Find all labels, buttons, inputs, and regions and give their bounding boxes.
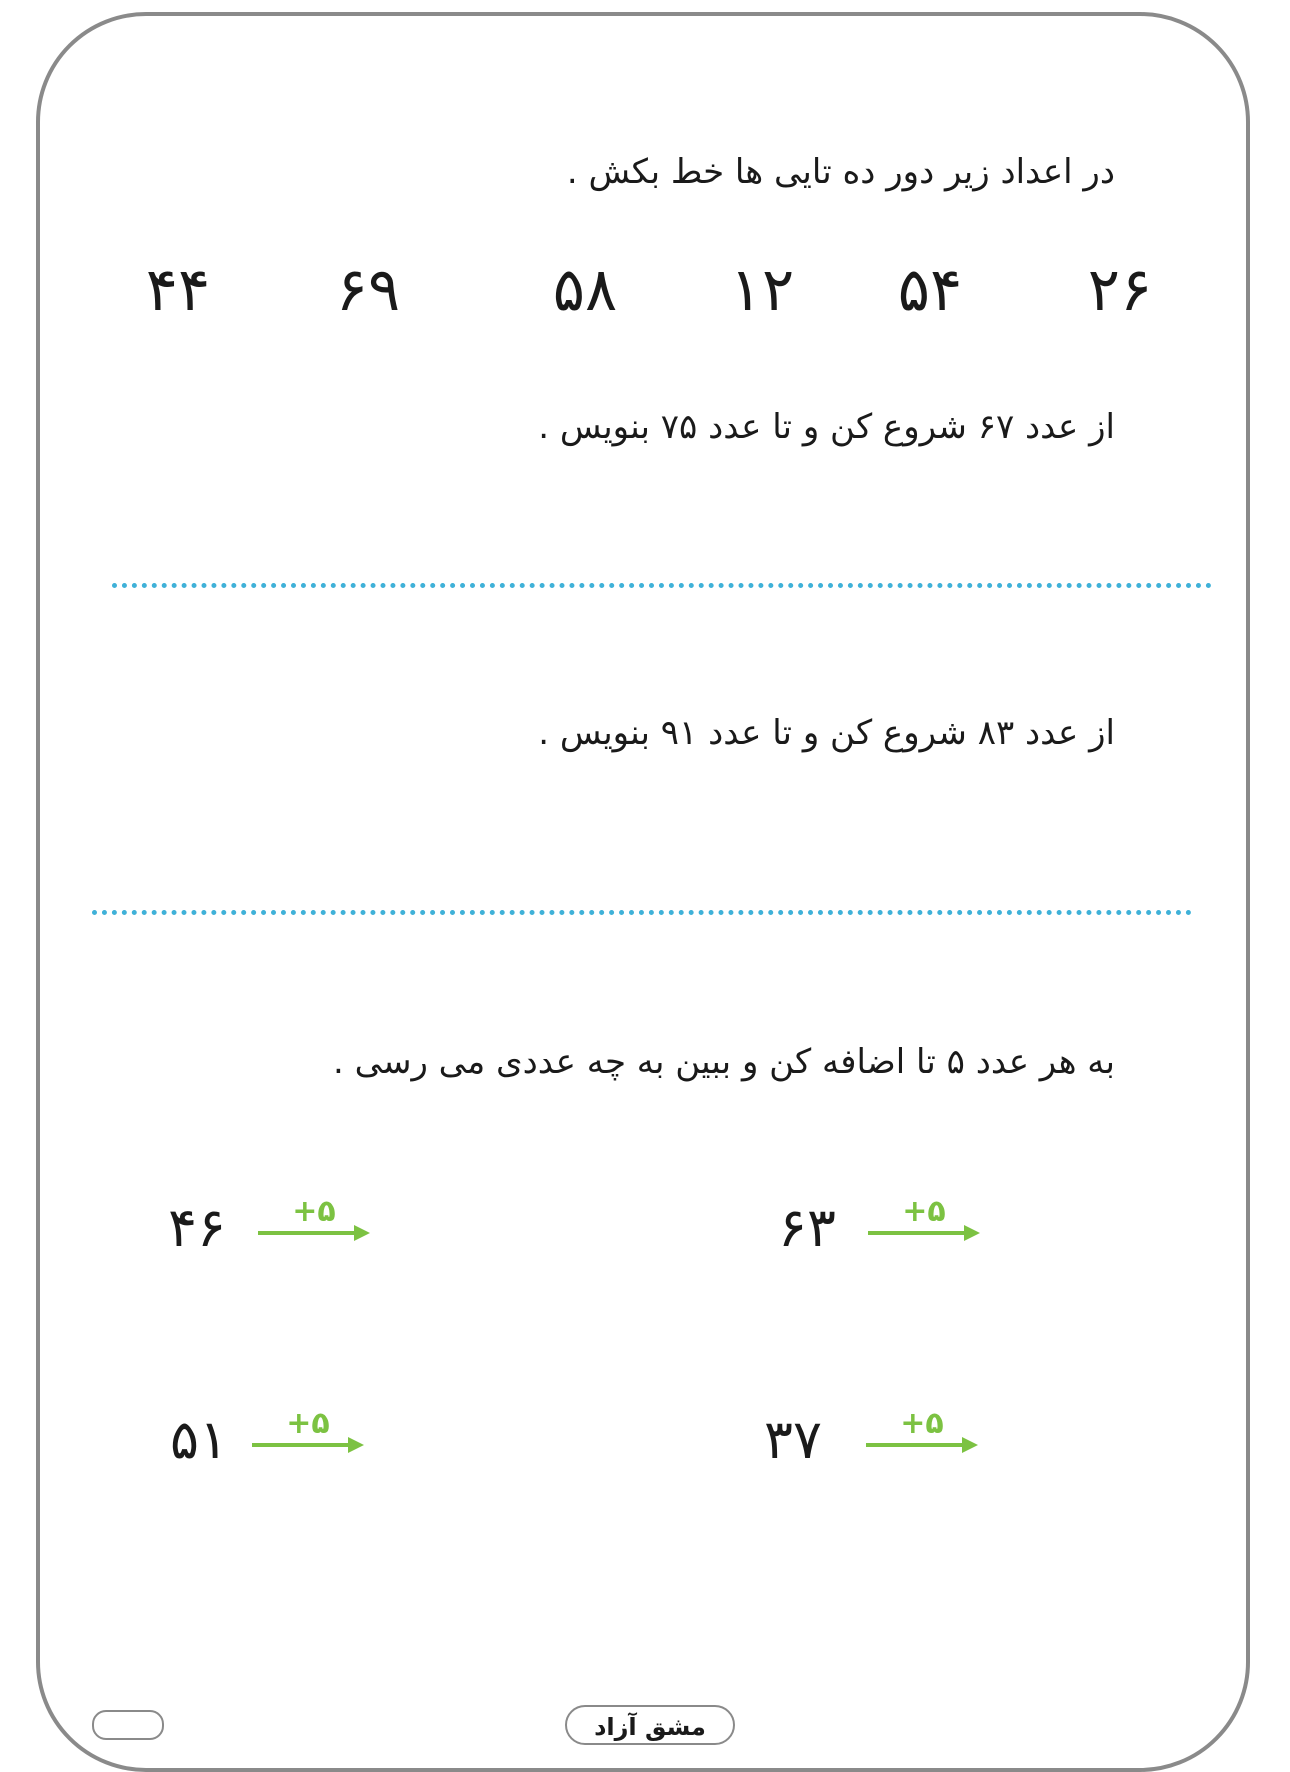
- number-item: ۵۸: [552, 255, 618, 325]
- number-item: ۲۶: [1087, 255, 1153, 325]
- problem-number: ۶۳: [778, 1196, 837, 1259]
- footer-label: مشق آزاد: [565, 1705, 735, 1745]
- instruction-circle-tens: در اعداد زیر دور ده تایی ها خط بکش .: [566, 152, 1115, 192]
- problem-number: ۳۷: [764, 1408, 823, 1471]
- arrow-right-icon: [866, 1188, 986, 1258]
- number-item: ۱۲: [729, 255, 795, 325]
- arrow-right-icon: [250, 1400, 370, 1470]
- arrow-right-icon: [864, 1400, 984, 1470]
- worksheet-border: [36, 12, 1250, 1772]
- answer-line-1[interactable]: [112, 583, 1212, 588]
- add-problem: [764, 1400, 994, 1490]
- number-item: ۶۹: [335, 255, 401, 325]
- problem-number: ۴۶: [168, 1196, 227, 1259]
- instruction-write-67-75: از عدد ۶۷ شروع کن و تا عدد ۷۵ بنویس .: [538, 407, 1115, 447]
- arrow-right-icon: [256, 1188, 376, 1258]
- operation-label: +۵: [286, 1406, 330, 1441]
- instruction-add-five: به هر عدد ۵ تا اضافه کن و ببین به چه عددی می رسی .: [333, 1042, 1115, 1082]
- operation-label: +۵: [902, 1194, 946, 1229]
- answer-line-2[interactable]: [92, 910, 1192, 915]
- problem-number: ۵۱: [170, 1408, 229, 1471]
- add-problem: [170, 1400, 400, 1490]
- add-problem: [778, 1188, 1008, 1278]
- operation-label: +۵: [292, 1194, 336, 1229]
- number-item: ۴۴: [145, 255, 211, 325]
- operation-label: +۵: [900, 1406, 944, 1441]
- page-number-tab: [92, 1710, 164, 1740]
- number-item: ۵۴: [897, 255, 963, 325]
- instruction-write-83-91: از عدد ۸۳ شروع کن و تا عدد ۹۱ بنویس .: [538, 713, 1115, 753]
- add-problem: [168, 1188, 398, 1278]
